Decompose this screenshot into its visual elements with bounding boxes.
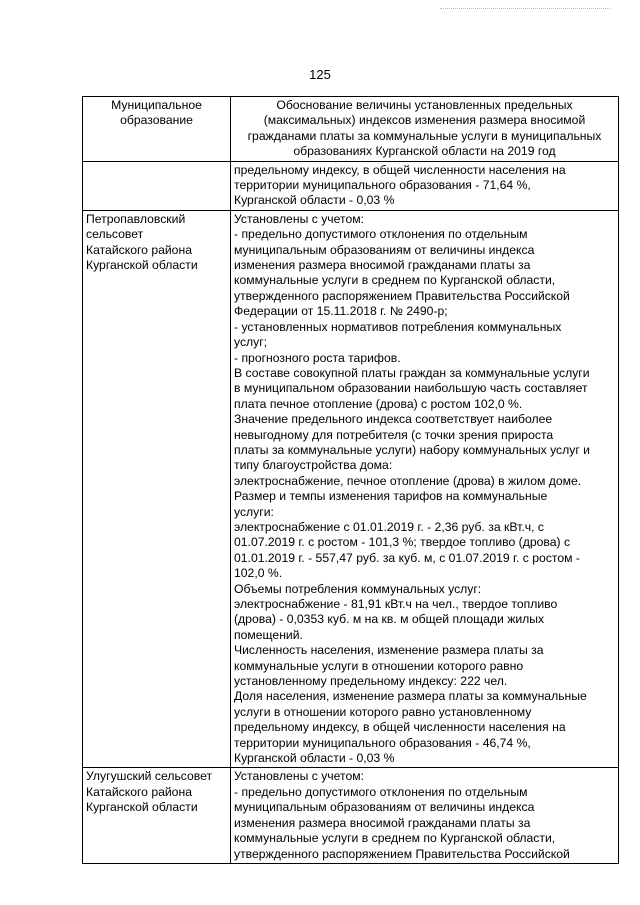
justification-line: Установлены с учетом: — [234, 769, 364, 784]
justification-line: изменения размера вносимой гражданами платы за — [234, 815, 531, 830]
justification-line: невыгодному для потребителя (с точки зрения прироста — [234, 427, 554, 442]
justification-line: Численность населения, изменение размера платы за — [234, 643, 544, 658]
header-municipality: Муниципальное образование — [83, 97, 231, 162]
justification-line: утвержденного распоряжением Правительства Российской — [234, 288, 570, 303]
justification-line: предельному индексу, в общей численности населения на — [234, 162, 566, 177]
municipality-line: сельсовет — [86, 227, 144, 242]
justification-line: услуги в отношении которого равно установленному — [234, 704, 532, 719]
justification-line: Федерации от 15.11.2018 г. № 2490-р; — [234, 304, 448, 319]
justification-line: помещений. — [234, 627, 303, 642]
justification-line: территории муниципального образования - 71,64 %, — [234, 178, 531, 193]
justification-line: 01.01.2019 г. - 557,47 руб. за куб. м, с 01.07.2019 г. с ростом - — [234, 550, 580, 565]
justification-line: - прогнозного роста тарифов. — [234, 350, 401, 365]
municipality-line: Катайского района — [86, 242, 192, 257]
municipality-line: Улугушский сельсовет — [86, 769, 213, 784]
justification-table — [82, 96, 619, 864]
justification-cell — [231, 768, 619, 863]
municipality-cell — [83, 210, 231, 768]
table-header-row — [83, 97, 619, 162]
municipality-line: Петропавловский — [86, 211, 186, 226]
justification-line: муниципальным образованиям от величины индекса — [234, 242, 535, 257]
justification-line: - предельно допустимого отклонения по отдельным — [234, 784, 528, 799]
justification-line: плата печное отопление (дрова) с ростом 102,0 %. — [234, 396, 523, 411]
justification-line: Размер и темпы изменения тарифов на коммунальные — [234, 489, 548, 504]
municipality-line: Курганской области — [86, 800, 198, 815]
justification-line: предельному индексу, в общей численности населения на — [234, 720, 566, 735]
justification-line: муниципальным образованиям от величины индекса — [234, 800, 535, 815]
municipality-line: Катайского района — [86, 784, 192, 799]
justification-line: Значение предельного индекса соответствует наиболее — [234, 412, 553, 427]
municipality-cell — [83, 161, 231, 210]
justification-line: Курганской области - 0,03 % — [234, 751, 395, 766]
justification-line: утвержденного распоряжением Правительства Российской — [234, 846, 570, 861]
header-justification: Обоснование величины установленных предельных (максимальных) индексов изменения размера вносимой гражданами платы за коммунальные услуги в муниципальных образованиях Курганской области на 2019 год — [231, 97, 619, 162]
table-row — [83, 210, 619, 768]
table-row — [83, 161, 619, 210]
justification-line: - установленных нормативов потребления коммунальных — [234, 319, 562, 334]
justification-line: - предельно допустимого отклонения по отдельным — [234, 227, 528, 242]
justification-line: изменения размера вносимой гражданами платы за — [234, 258, 531, 273]
page-number: 125 — [309, 67, 331, 82]
scan-artifact — [440, 8, 610, 10]
justification-line: коммунальные услуги в среднем по Курганской области, — [234, 831, 556, 846]
justification-line: 01.07.2019 г. с ростом - 101,3 %; твердое топливо (дрова) с — [234, 535, 571, 550]
justification-cell — [231, 210, 619, 768]
justification-line: электроснабжение - 81,91 кВт.ч на чел., твердое топливо — [234, 597, 558, 611]
table-row — [83, 768, 619, 863]
municipality-cell — [83, 768, 231, 863]
justification-line: территории муниципального образования - 46,74 %, — [234, 735, 531, 750]
justification-line: (дрова) - 0,0353 куб. м на кв. м общей площади жилых — [234, 612, 545, 627]
justification-line: коммунальные услуги в отношении которого равно — [234, 658, 524, 673]
justification-cell — [231, 161, 619, 210]
justification-line: услуг; — [234, 335, 268, 350]
justification-line: В составе совокупной платы граждан за коммунальные услуги — [234, 365, 590, 380]
justification-line: коммунальные услуги в среднем по Курганской области, — [234, 273, 556, 288]
justification-line: 102,0 %. — [234, 566, 283, 581]
justification-line: типу благоустройства дома: — [234, 458, 393, 473]
justification-line: в муниципальном образовании наибольшую часть составляет — [234, 381, 588, 396]
justification-line: установленному предельному индексу: 222 чел. — [234, 674, 508, 689]
justification-line: услуги: — [234, 504, 274, 519]
justification-line: платы за коммунальные услуги) набору коммунальных услуг и — [234, 442, 590, 457]
justification-line: Объемы потребления коммунальных услуг: — [234, 581, 482, 596]
justification-line: электроснабжение с 01.01.2019 г. - 2,36 руб. за кВт.ч, с — [234, 519, 544, 534]
municipality-line: Курганской области — [86, 258, 198, 273]
justification-line: Курганской области - 0,03 % — [234, 193, 395, 208]
justification-line: электроснабжение, печное отопление (дрова) в жилом доме. — [234, 473, 582, 488]
justification-line: Доля населения, изменение размера платы за коммунальные — [234, 689, 587, 704]
justification-line: Установлены с учетом: — [234, 211, 364, 226]
